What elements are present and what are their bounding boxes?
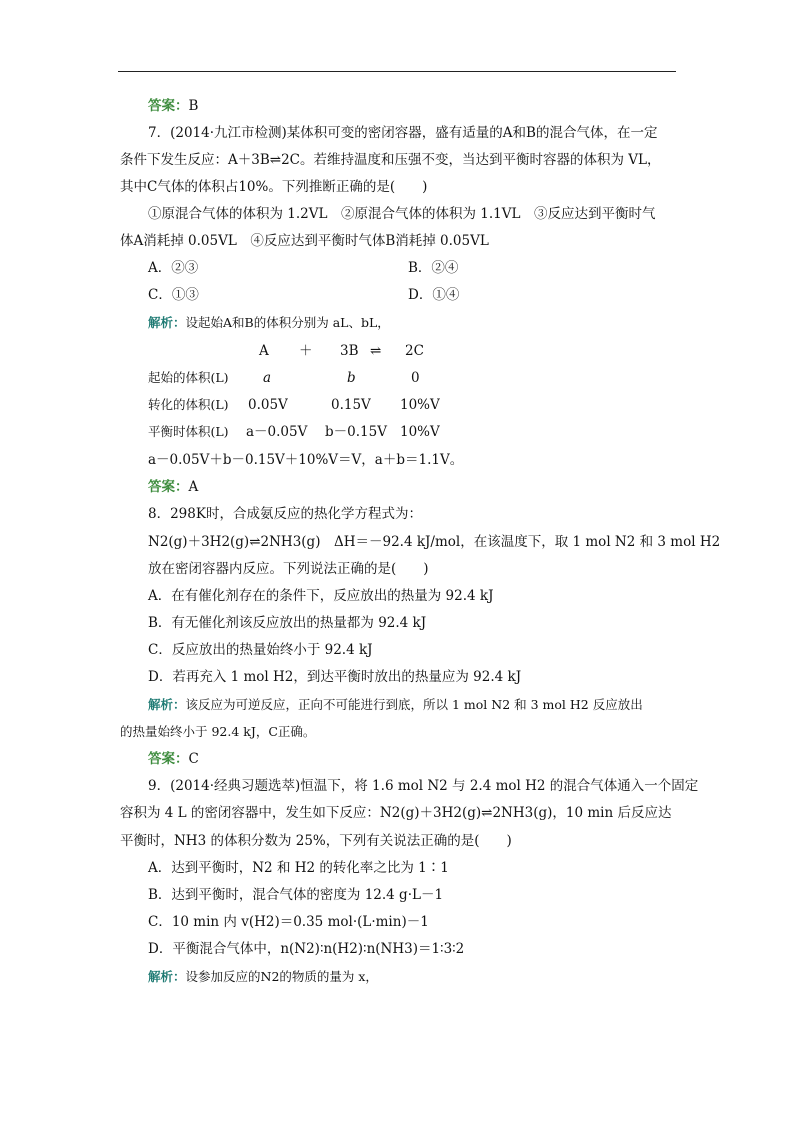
q7-option-c: C．①③ bbox=[148, 287, 199, 303]
table-cell: 0 bbox=[411, 370, 420, 386]
answer-label: 答案： bbox=[148, 479, 189, 495]
table-cell: 10%V bbox=[400, 397, 440, 413]
q9-line-1: 9．(2014·经典习题选萃)恒温下，将 1.6 mol N2 与 2.4 mol H2 的混合气体通入一个固定 bbox=[148, 778, 699, 794]
table-row-label: 平衡时体积(L) bbox=[148, 424, 229, 439]
answer-value: A bbox=[188, 479, 199, 495]
q8-line-2: N2(g)＋3H2(g)⇌2NH3(g) ΔH＝－92.4 kJ/mol，在该温度下，取 1 mol N2 和 3 mol H2 bbox=[148, 534, 721, 550]
q9-option-c: C．10 min 内 v(H2)＝0.35 mol·(L·min)－1 bbox=[148, 914, 429, 930]
table-header-a: A bbox=[259, 343, 269, 359]
explanation-9 bbox=[148, 968, 378, 986]
answer-value: B bbox=[188, 98, 199, 114]
explanation-7 bbox=[148, 314, 390, 332]
explanation-label: 解析： bbox=[148, 969, 186, 984]
explanation-text: 该反应为可逆反应，正向不可能进行到底，所以 1 mol N2 和 3 mol H2 反应放出 bbox=[185, 697, 643, 712]
table-header-c: 2C bbox=[405, 343, 424, 359]
q7-option-d: D．①④ bbox=[408, 287, 460, 303]
q7-line-3: 其中C气体的体积占10%。下列推断正确的是( ) bbox=[120, 179, 428, 195]
q7-line-1: 7．(2014·九江市检测)某体积可变的密闭容器，盛有适量的A和B的混合气体，在一定 bbox=[148, 125, 658, 141]
q9-option-b: B．达到平衡时，混合气体的密度为 12.4 g·L－1 bbox=[148, 887, 444, 903]
q7-line-4: ①原混合气体的体积为 1.2VL ②原混合气体的体积为 1.1VL ③反应达到平衡时气 bbox=[148, 206, 656, 222]
q7-line-5: 体A消耗掉 0.05VL ④反应达到平衡时气体B消耗掉 0.05VL bbox=[120, 233, 489, 249]
table-cell: 0.15V bbox=[331, 397, 371, 413]
explanation-8-line-2: 的热量始终小于 92.4 kJ，C正确。 bbox=[120, 724, 316, 739]
q9-line-3: 平衡时，NH3 的体积分数为 25%，下列有关说法正确的是( ) bbox=[120, 833, 512, 849]
table-row-label: 起始的体积(L) bbox=[148, 370, 229, 385]
table-cell: a bbox=[263, 370, 272, 386]
answer-label: 答案： bbox=[148, 751, 189, 767]
q7-line-2: 条件下发生反应：A＋3B⇌2C。若维持温度和压强不变，当达到平衡时容器的体积为 VL， bbox=[120, 152, 661, 168]
q8-line-1: 8．298K时，合成氨反应的热化学方程式为： bbox=[148, 506, 422, 522]
answer-value: C bbox=[188, 751, 199, 767]
q8-option-a: A．在有催化剂存在的条件下，反应放出的热量为 92.4 kJ bbox=[148, 588, 494, 604]
q8-option-c: C．反应放出的热量始终小于 92.4 kJ bbox=[148, 642, 373, 658]
table-header-arrow: ⇌ bbox=[370, 343, 382, 359]
answer-8 bbox=[148, 750, 199, 768]
q9-line-2: 容积为 4 L 的密闭容器中，发生如下反应：N2(g)＋3H2(g)⇌2NH3(g)，10 min 后反应达 bbox=[120, 805, 672, 821]
table-row-label: 转化的体积(L) bbox=[148, 397, 229, 412]
q7-option-a: A．②③ bbox=[148, 260, 199, 276]
table-cell: b bbox=[347, 370, 356, 386]
explanation-label: 解析： bbox=[148, 315, 186, 330]
table-cell: 0.05V bbox=[248, 397, 288, 413]
answer-label: 答案： bbox=[148, 98, 189, 114]
top-rule bbox=[118, 71, 676, 72]
explanation-text: 设参加反应的N2的物质的量为 x， bbox=[185, 969, 378, 984]
explanation-7-equation: a－0.05V＋b－0.15V＋10%V＝V，a＋b＝1.1V。 bbox=[148, 452, 464, 468]
table-cell: a－0.05V bbox=[246, 424, 308, 440]
table-header-b: 3B bbox=[340, 343, 359, 359]
table-cell: 10%V bbox=[400, 424, 440, 440]
q8-option-d: D．若再充入 1 mol H2，到达平衡时放出的热量应为 92.4 kJ bbox=[148, 669, 522, 685]
explanation-8 bbox=[148, 696, 643, 714]
q8-line-3: 放在密闭容器内反应。下列说法正确的是( ) bbox=[148, 561, 429, 577]
q7-option-b: B．②④ bbox=[408, 260, 459, 276]
answer-7 bbox=[148, 478, 198, 496]
answer-prev bbox=[148, 97, 198, 115]
explanation-label: 解析： bbox=[148, 697, 186, 712]
explanation-text: 设起始A和B的体积分别为 aL、bL， bbox=[185, 315, 390, 330]
table-cell: b－0.15V bbox=[325, 424, 387, 440]
table-header-plus: ＋ bbox=[299, 343, 313, 359]
q9-option-a: A．达到平衡时，N2 和 H2 的转化率之比为 1∶1 bbox=[148, 860, 449, 876]
q8-option-b: B．有无催化剂该反应放出的热量都为 92.4 kJ bbox=[148, 615, 427, 631]
q9-option-d: D．平衡混合气体中，n(N2)∶n(H2)∶n(NH3)＝1∶3∶2 bbox=[148, 941, 465, 957]
